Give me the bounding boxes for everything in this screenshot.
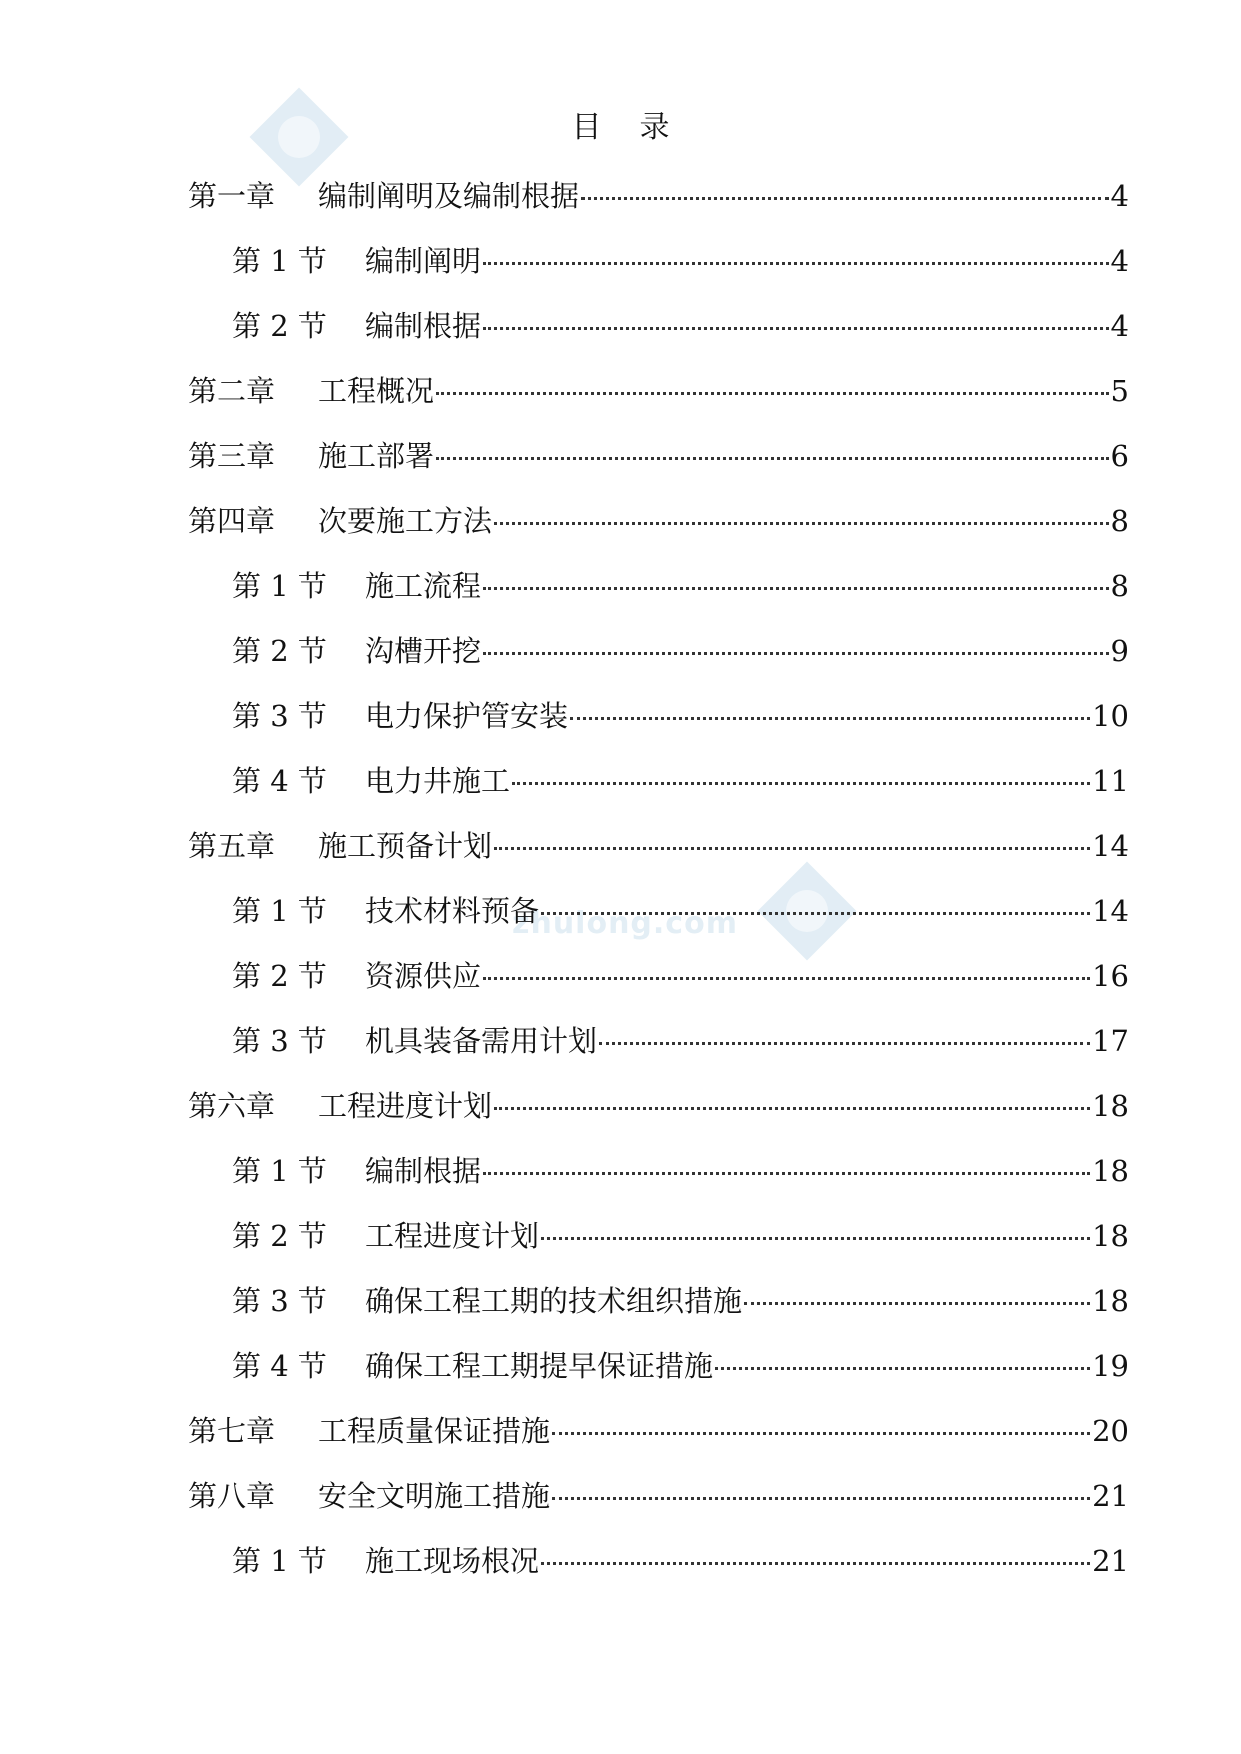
toc-dot-leader [512,782,1090,785]
toc-page-number: 20 [1092,1414,1129,1448]
toc-entry-heading: 机具装备需用计划 [365,1024,598,1058]
toc-dot-leader [436,457,1109,460]
toc-section-entry[interactable] [188,761,1129,826]
toc-entry-heading: 工程进度计划 [318,1089,493,1123]
toc-page-number: 19 [1092,1349,1129,1383]
toc-entry-label: 第 4 节 [232,764,327,798]
toc-dot-leader [541,912,1090,915]
toc-entry-label: 第 2 节 [232,634,327,668]
toc-title [0,108,1241,148]
toc-section-entry[interactable] [188,696,1129,761]
toc-dot-leader [483,1172,1090,1175]
toc-page-number: 14 [1092,829,1129,863]
toc-entry-label: 第 2 节 [232,1219,327,1253]
toc-section-entry[interactable] [188,891,1129,956]
toc-page-number: 18 [1092,1089,1129,1123]
toc-dot-leader [581,197,1109,200]
toc-page-number: 14 [1092,894,1129,928]
toc-entry-label: 第 3 节 [232,699,327,733]
toc-section-entry[interactable] [188,1021,1129,1086]
toc-page-number: 17 [1092,1024,1129,1058]
toc-entry-heading: 编制阐明及编制根据 [318,179,580,213]
toc-chapter-entry[interactable] [188,501,1129,566]
toc-page-number: 8 [1110,569,1129,603]
toc-dot-leader [483,977,1090,980]
toc-page-number: 10 [1092,699,1129,733]
toc-entry-heading: 沟槽开挖 [365,634,482,668]
toc-page-number: 11 [1092,764,1129,798]
toc-page-number: 16 [1092,959,1129,993]
toc-page-number: 18 [1092,1284,1129,1318]
toc-entry-heading: 编制根据 [365,309,482,343]
toc-entry-heading: 施工预备计划 [318,829,493,863]
toc-dot-leader [436,392,1109,395]
toc-section-entry[interactable] [188,956,1129,1021]
toc-dot-leader [570,717,1090,720]
toc-chapter-entry[interactable] [188,436,1129,501]
toc-section-entry[interactable] [188,241,1129,306]
toc-page-number: 6 [1110,439,1129,473]
toc-entry-heading: 确保工程工期的技术组织措施 [365,1284,743,1318]
toc-section-entry[interactable] [188,1151,1129,1216]
toc-dot-leader [483,587,1109,590]
toc-entry-label: 第 1 节 [232,894,327,928]
toc-entry-label: 第 1 节 [232,569,327,603]
toc-entry-label: 第 2 节 [232,309,327,343]
toc-dot-leader [541,1237,1090,1240]
toc-entry-heading: 电力井施工 [365,764,511,798]
toc-entry-label: 第三章 [188,439,276,473]
toc-entry-heading: 工程概况 [318,374,435,408]
toc-page-number: 4 [1110,309,1129,343]
toc-dot-leader [494,847,1090,850]
toc-entry-heading: 确保工程工期提早保证措施 [365,1349,714,1383]
toc-chapter-entry[interactable] [188,826,1129,891]
toc-entry-heading: 次要施工方法 [318,504,493,538]
toc-entry-heading: 施工部署 [318,439,435,473]
toc-entry-label: 第七章 [188,1414,276,1448]
toc-chapter-entry[interactable] [188,1476,1129,1541]
toc-entry-heading: 编制阐明 [365,244,482,278]
toc-title-char: 录 [639,110,670,145]
toc-chapter-entry[interactable] [188,371,1129,436]
toc-section-entry[interactable] [188,1216,1129,1281]
toc-entry-label: 第四章 [188,504,276,538]
toc-dot-leader [494,522,1109,525]
toc-entry-label: 第一章 [188,179,276,213]
toc-chapter-entry[interactable] [188,1086,1129,1151]
toc-entry-label: 第 2 节 [232,959,327,993]
toc-section-entry[interactable] [188,1541,1129,1606]
toc-page-number: 21 [1092,1544,1129,1578]
toc-page-number: 4 [1110,179,1129,213]
toc-entry-label: 第 1 节 [232,1544,327,1578]
toc-entry-heading: 工程质量保证措施 [318,1414,551,1448]
toc-dot-leader [715,1367,1090,1370]
toc-section-entry[interactable] [188,566,1129,631]
toc-entry-label: 第 4 节 [232,1349,327,1383]
toc-section-entry[interactable] [188,306,1129,371]
toc-dot-leader [599,1042,1090,1045]
toc-entry-heading: 资源供应 [365,959,482,993]
toc-page-number: 18 [1092,1154,1129,1188]
toc-section-entry[interactable] [188,1346,1129,1411]
toc-entry-label: 第六章 [188,1089,276,1123]
toc-entry-label: 第二章 [188,374,276,408]
toc-dot-leader [494,1107,1090,1110]
toc-dot-leader [483,652,1109,655]
toc-title-char: 目 [571,110,602,145]
toc-entry-heading: 施工现场根况 [365,1544,540,1578]
toc-entry-label: 第五章 [188,829,276,863]
toc-dot-leader [541,1562,1090,1565]
toc-entry-heading: 技术材料预备 [365,894,540,928]
toc-page-number: 21 [1092,1479,1129,1513]
watermark-text: zhulong.com [512,906,738,941]
toc-entry-label: 第 3 节 [232,1024,327,1058]
toc-section-entry[interactable] [188,631,1129,696]
toc-entry-heading: 施工流程 [365,569,482,603]
toc-list [188,176,1129,1606]
toc-page-number: 9 [1110,634,1129,668]
toc-entry-label: 第 3 节 [232,1284,327,1318]
toc-dot-leader [744,1302,1090,1305]
toc-entry-label: 第 1 节 [232,244,327,278]
toc-entry-heading: 安全文明施工措施 [318,1479,551,1513]
toc-page-number: 8 [1110,504,1129,538]
toc-page-number: 4 [1110,244,1129,278]
toc-dot-leader [483,262,1109,265]
toc-page-number: 5 [1110,374,1129,408]
toc-dot-leader [552,1497,1090,1500]
toc-entry-label: 第 1 节 [232,1154,327,1188]
toc-section-entry[interactable] [188,1281,1129,1346]
toc-entry-heading: 编制根据 [365,1154,482,1188]
toc-entry-heading: 电力保护管安装 [365,699,569,733]
toc-chapter-entry[interactable] [188,1411,1129,1476]
toc-chapter-entry[interactable] [188,176,1129,241]
toc-entry-heading: 工程进度计划 [365,1219,540,1253]
toc-entry-label: 第八章 [188,1479,276,1513]
toc-dot-leader [483,327,1109,330]
toc-page-number: 18 [1092,1219,1129,1253]
toc-dot-leader [552,1432,1090,1435]
